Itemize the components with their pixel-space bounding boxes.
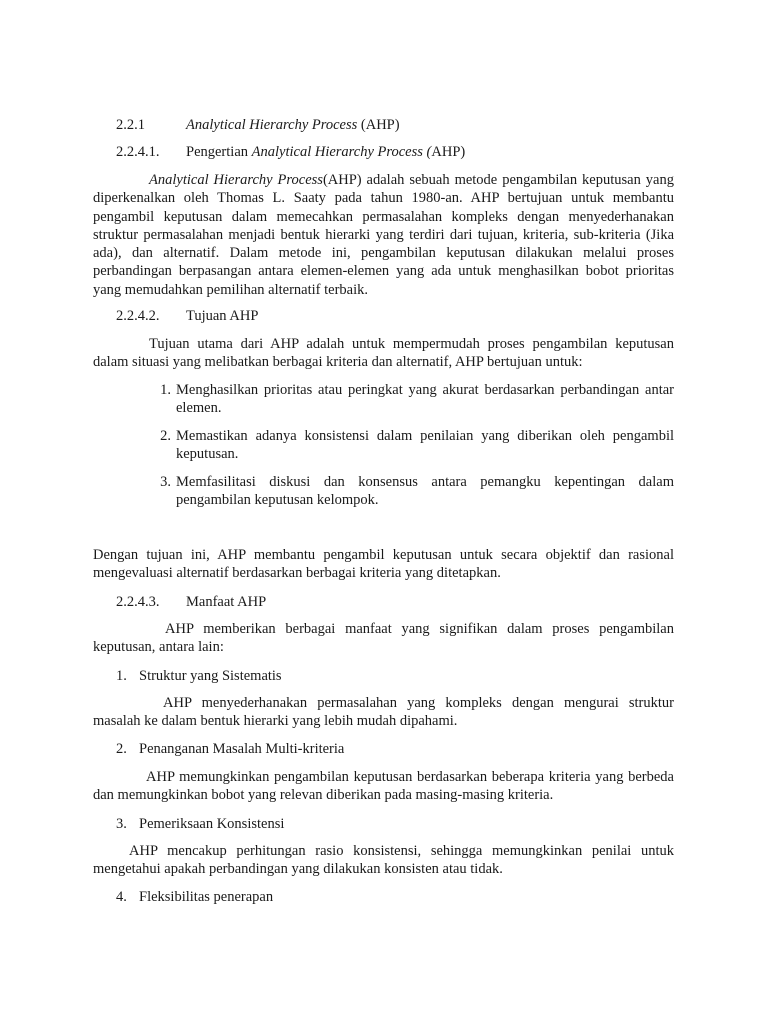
benefit-title xyxy=(116,888,273,906)
list-item-text: Memfasilitasi diskusi dan konsensus antara pemangku kepentingan dalam pengambilan keputusan kelompok. xyxy=(176,474,674,509)
heading-2-2-4-2 xyxy=(116,307,259,325)
heading-title-italic: Analytical Hierarchy Process ( xyxy=(251,144,432,160)
heading-number: 2.2.4.2. xyxy=(116,308,160,324)
benefit-title-text: Pemeriksaan Konsistensi xyxy=(139,816,285,832)
benefit-title-text: Fleksibilitas penerapan xyxy=(139,889,274,905)
heading-title-pre: Pengertian xyxy=(186,144,252,160)
benefit-description: AHP memungkinkan pengambilan keputusan berdasarkan beberapa kriteria yang berbeda dan memungkinkan bobot yang relevan diberikan pada masing-masing kriteria. xyxy=(93,769,674,804)
benefit-title xyxy=(116,815,284,833)
benefit-title xyxy=(116,740,344,758)
heading-2-2-1 xyxy=(116,116,400,134)
heading-2-2-4-1 xyxy=(116,143,466,161)
heading-title xyxy=(186,143,465,161)
heading-title xyxy=(186,116,400,134)
benefit-number: 4. xyxy=(116,889,127,905)
benefit-number: 3. xyxy=(116,816,127,832)
list-item-text: Menghasilkan prioritas atau peringkat yang akurat berdasarkan perbandingan antar elemen. xyxy=(176,382,674,417)
heading-number: 2.2.4.3. xyxy=(116,594,160,610)
heading-title: Manfaat AHP xyxy=(186,594,267,610)
list-item-number: 2. xyxy=(160,428,171,444)
benefit-title-text: Struktur yang Sistematis xyxy=(139,668,282,684)
heading-title-rest: AHP) xyxy=(431,144,466,160)
benefit-description: AHP menyederhanakan permasalahan yang kompleks dengan mengurai struktur masalah ke dalam bentuk hierarki yang lebih mudah dipahami. xyxy=(93,695,674,730)
list-item xyxy=(160,473,674,510)
paragraph-tujuan-closing: Dengan tujuan ini, AHP membantu pengambil keputusan untuk secara objektif dan rasional mengevaluasi alternatif berdasarkan berbagai kriteria yang ditetapkan. xyxy=(93,547,674,582)
paragraph-text: (AHP) adalah sebuah metode pengambilan keputusan yang diperkenalkan oleh Thomas L. Saaty pada tahun 1980-an. AHP bertujuan untuk membantu pengambil keputusan dalam memecahkan permasalahan kompleks dengan menyederhanakan struktur permasalahan menjadi bentuk hierarki yang terdiri dari tujuan, kriteria, sub-kriteria (Jika ada), dan alternatif. Dalam metode ini, pengambilan keputusan dilakukan melalui proses perbandingan berpasangan antara elemen-elemen yang ada untuk menghasilkan bobot prioritas yang memudahkan pemilihan alternatif terbaik. xyxy=(93,172,674,298)
heading-title-italic: Analytical Hierarchy Process xyxy=(186,117,358,133)
benefit-title-text: Penanganan Masalah Multi-kriteria xyxy=(139,741,345,757)
paragraph-italic: Analytical Hierarchy Process xyxy=(149,172,323,188)
list-item-text: Memastikan adanya konsistensi dalam penilaian yang diberikan oleh pengambil keputusan. xyxy=(176,428,674,463)
paragraph-tujuan-intro: Tujuan utama dari AHP adalah untuk mempermudah proses pengambilan keputusan dalam situasi yang melibatkan berbagai kriteria dan alternatif, AHP bertujuan untuk: xyxy=(93,336,674,371)
benefit-description: AHP mencakup perhitungan rasio konsistensi, sehingga memungkinkan penilai untuk mengetahui apakah perbandingan yang dilakukan konsisten atau tidak. xyxy=(93,843,674,878)
list-item-number: 3. xyxy=(160,474,171,490)
paragraph-pengertian xyxy=(93,171,674,299)
heading-title: Tujuan AHP xyxy=(186,308,259,324)
heading-number: 2.2.4.1. xyxy=(116,144,160,160)
heading-number: 2.2.1 xyxy=(116,117,145,133)
heading-title-rest: (AHP) xyxy=(357,117,400,133)
list-item-number: 1. xyxy=(160,382,171,398)
benefit-number: 2. xyxy=(116,741,127,757)
benefit-title xyxy=(116,667,282,685)
heading-2-2-4-3 xyxy=(116,593,267,611)
list-item xyxy=(160,381,674,418)
list-item xyxy=(160,427,674,464)
benefit-number: 1. xyxy=(116,668,127,684)
paragraph-manfaat-intro: AHP memberikan berbagai manfaat yang signifikan dalam proses pengambilan keputusan, antara lain: xyxy=(93,621,674,656)
